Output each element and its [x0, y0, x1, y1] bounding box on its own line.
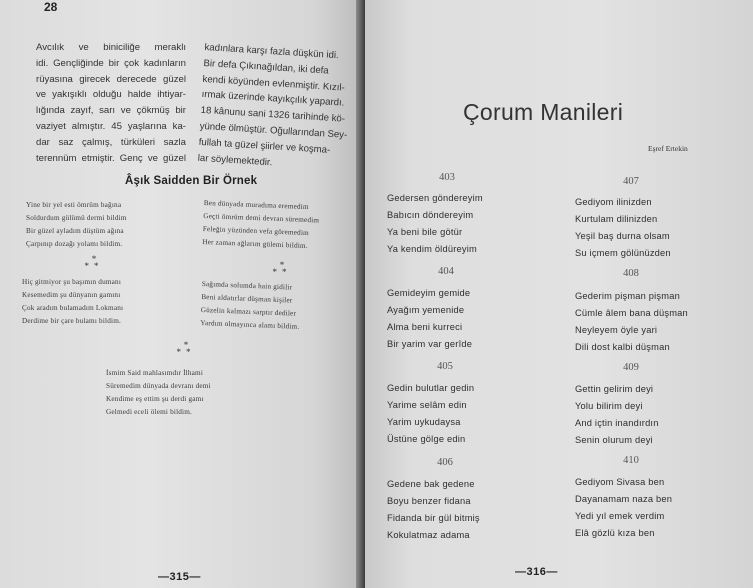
mani-line: Bir yarim var gerîde — [387, 339, 473, 349]
mani-line: Ya kendim öldüreyim — [387, 244, 477, 254]
left-page — [0, 0, 368, 588]
verse-line: Gelmedi eceli ölemi bildim. — [106, 408, 193, 416]
mani-stanza — [387, 190, 483, 258]
page-number-bottom: —315— — [158, 571, 201, 583]
verse-line: Kesemedim şu dünyanın gamını — [22, 291, 121, 299]
verse-line: Soldurdum gülümü dermi bildim — [26, 214, 127, 222]
prose-line: 18 kânunu sani 1326 tarihinde kö- — [200, 105, 346, 125]
verse-line: Bir güzel ayladım düştüm ağına — [26, 227, 124, 235]
verse-line: Kendime eş ettim şu derdi gamı — [106, 395, 204, 403]
prose-column-2 — [197, 40, 354, 175]
star-glyphs-pair: ** — [176, 347, 196, 357]
mani-line: Ya beni bile götür — [387, 227, 463, 237]
verse-line: Derdime bir çare bulamı bildim. — [22, 317, 122, 325]
prose-line: dar saz çalmış, türküleri sazla — [36, 136, 186, 148]
mani-line: Gediyom Sivasa ben — [575, 477, 665, 487]
mani-number: 404 — [438, 266, 454, 277]
prose-line: idi. Gençliğinde bir çok kadınların — [36, 57, 186, 69]
prose-line: Avcılık ve biniciliğe meraklı — [36, 42, 186, 53]
mani-line: Yarim uykudaysa — [387, 417, 461, 427]
mani-line: Yedi yıl emek verdim — [575, 511, 665, 521]
mani-line: Yarime selâm edin — [387, 400, 467, 410]
mani-line: Neyleyem öyle yari — [575, 325, 658, 335]
mani-line: Ayağım yemenide — [387, 305, 465, 315]
verse-line: Geçti ömrüm demi devran süremedim — [203, 211, 320, 225]
verse-line: Çarpınıp dozağı yolamı bildim. — [26, 240, 123, 248]
mani-stanza — [575, 474, 672, 542]
prose-column-1 — [36, 40, 186, 166]
mani-line: Babıcın döndereyim — [387, 210, 474, 220]
right-page — [365, 0, 753, 588]
verse-line: Hiç gitmiyor şu başımın dumanı — [22, 278, 122, 286]
prose-line: lığında zayıf, sarı ve çökmüş bir — [36, 105, 186, 117]
verse-line: Sağımda solumda hain gidilir — [201, 279, 293, 292]
prose-line: fullah ta güzel şiirler ve koşma- — [198, 136, 331, 156]
mani-stanza — [387, 285, 472, 353]
mani-line: Alma beni kurreci — [387, 322, 463, 332]
mani-line: Gettin gelirim deyi — [575, 384, 654, 394]
verse-stanza-2 — [202, 197, 320, 253]
mani-line: Gemideyim gemide — [387, 288, 471, 298]
mani-line: Yeşil baş durna olsam — [575, 231, 670, 241]
verse-stanza-5 — [106, 367, 211, 419]
verse-stanza-4 — [200, 278, 301, 334]
verse-line: Güzelin kalmazı sarptır dediler — [200, 305, 297, 318]
prose-line: yünde ölmüştür. Oğullarından Sey- — [199, 120, 348, 141]
verse-stanza-1 — [26, 199, 127, 251]
verse-line: Beni aldatırlar düşman kişiler — [201, 292, 293, 305]
star-glyph: * — [183, 340, 189, 350]
prose-line: ve yakışıklı olduğu halde ihtiyar- — [36, 89, 186, 101]
mani-number: 409 — [623, 362, 639, 373]
mani-number: 410 — [623, 455, 639, 466]
mani-line: Yolu bilirim deyi — [575, 401, 643, 411]
mani-stanza — [575, 288, 688, 356]
mani-line: Fidanda bir gül bitmiş — [387, 513, 480, 523]
mani-stanza — [575, 381, 659, 449]
section-heading: Âşık Saidden Bir Örnek — [125, 175, 258, 187]
verse-line: Her zaman ağlarım gülemi bildim. — [202, 237, 308, 251]
star-glyph: * — [91, 254, 97, 264]
stars-divider — [176, 342, 196, 356]
stars-divider — [272, 262, 292, 276]
page-number-top: 28 — [44, 0, 58, 14]
mani-line: Cümle âlem bana düşman — [575, 308, 688, 318]
mani-number: 405 — [437, 361, 453, 372]
star-glyphs-pair: ** — [84, 261, 104, 271]
stars-divider — [84, 256, 104, 270]
mani-line: Su içmem gölünüzden — [575, 248, 671, 258]
star-glyphs-pair: ** — [272, 267, 292, 277]
mani-line: Kokulatmaz adama — [387, 530, 470, 540]
verse-line: Yardım olmayınca alamı bildim. — [200, 318, 300, 331]
star-glyph: * — [279, 260, 285, 270]
mani-line: Gederim pişman pişman — [575, 291, 680, 301]
verse-line: İsmim Said mahlasımdır İlhami — [106, 369, 204, 377]
mani-line: Dili dost kalbi düşman — [575, 342, 670, 352]
mani-line: Kurtulam dilinizden — [575, 214, 658, 224]
prose-line: Bir defa Çıkınağıldan, iki defa — [203, 57, 330, 77]
mani-line: Gedene bak gedene — [387, 479, 475, 489]
mani-line: Elâ gözlü kıza ben — [575, 528, 655, 538]
prose-line: kendi köyünden evlenmiştir. Kızıl- — [202, 73, 346, 94]
prose-line: vaziyet almıştır. 45 yaşlarına ka- — [36, 120, 186, 132]
mani-line: Üstüne gölge edin — [387, 434, 466, 444]
verse-line: Feleğin yüzünden vefa göremedim — [202, 224, 310, 238]
mani-line: Boyu benzer fidana — [387, 496, 471, 506]
verse-line: Yine bir yel esti ömrüm bağına — [26, 201, 122, 209]
prose-line: ırmak üzerinde kayıkçılık yapardı. — [201, 89, 345, 110]
verse-line: Süremedim dünyada devranı demi — [106, 382, 211, 390]
verse-line: Ben dünyada muradıma eremedim — [203, 198, 309, 212]
page-title: Çorum Manileri — [463, 99, 624, 125]
verse-stanza-3 — [22, 276, 123, 328]
mani-line: Gediyom ilinizden — [575, 197, 652, 207]
mani-number: 403 — [439, 172, 455, 183]
mani-number: 408 — [623, 268, 639, 279]
mani-number: 407 — [623, 176, 639, 187]
mani-stanza — [387, 380, 474, 448]
mani-line: And içtin inandırdın — [575, 418, 659, 428]
mani-line: Dayanamam naza ben — [575, 494, 673, 504]
prose-line: rüyasına girecek derecede güzel — [36, 73, 186, 85]
mani-line: Gedersen göndereyim — [387, 193, 483, 203]
prose-line: terennüm etmiştir. Genç ve güzel — [36, 152, 186, 164]
mani-line: Gedin bulutlar gedin — [387, 383, 475, 393]
mani-stanza — [575, 194, 671, 262]
mani-number: 406 — [437, 457, 453, 468]
mani-stanza — [387, 476, 480, 544]
mani-line: Senin olurum deyi — [575, 435, 653, 445]
prose-line: lar söylemektedir. — [197, 152, 273, 168]
page-number-bottom: —316— — [515, 566, 558, 578]
author-name: Eşref Ertekin — [648, 144, 688, 153]
prose-line: kadınlara karşı fazla düşkün idi. — [204, 41, 340, 62]
verse-line: Çok aradım bulamadım Lokmanı — [22, 304, 124, 312]
